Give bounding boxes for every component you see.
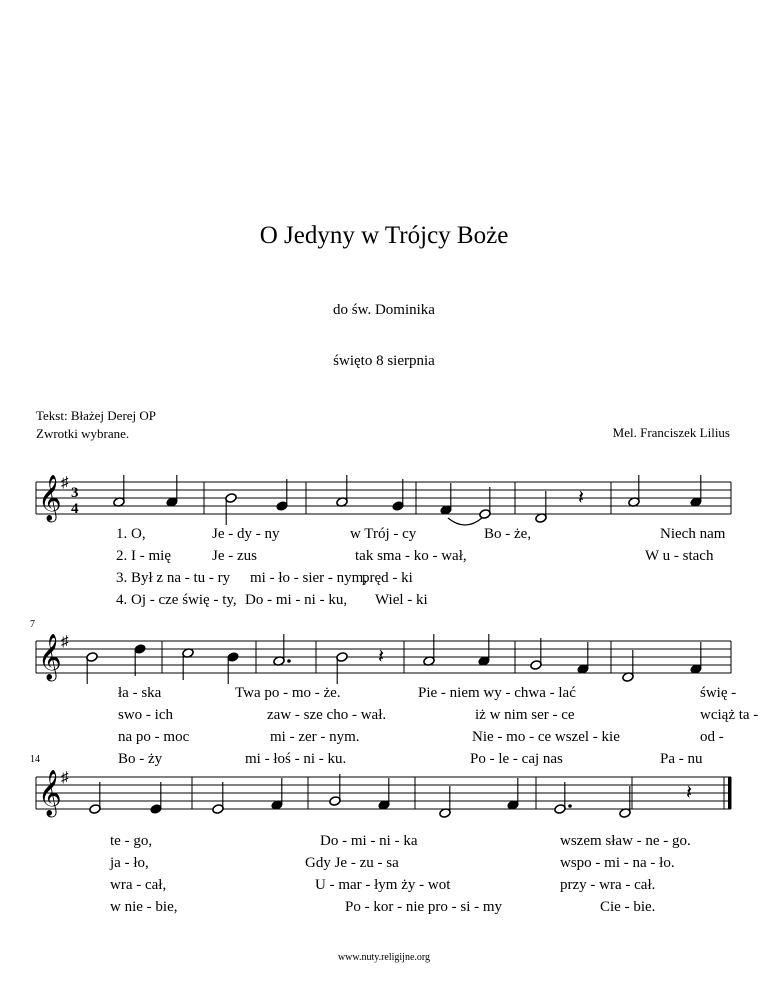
lyric-verse-3: przy - wra - cał. bbox=[560, 877, 656, 893]
lyric-verse-2: W u - stach bbox=[645, 548, 714, 564]
key-signature-sharp: ♯ bbox=[61, 475, 69, 491]
lyric-verse-4: 4. Oj - cze świę - ty, bbox=[116, 592, 237, 608]
note-half bbox=[628, 475, 640, 507]
footer-url: www.nuty.religijne.org bbox=[337, 952, 431, 963]
note-half bbox=[89, 782, 101, 814]
text-author: Tekst: Błażej Derej OP bbox=[36, 408, 157, 423]
stanzas-note: Zwrotki wybrane. bbox=[36, 426, 130, 441]
note-quarter bbox=[478, 634, 490, 666]
note-half bbox=[622, 650, 634, 682]
note-half bbox=[619, 786, 631, 818]
slur bbox=[448, 518, 482, 525]
lyric-verse-2: Gdy Je - zu - sa bbox=[305, 855, 399, 871]
lyric-verse-1: Bo - że, bbox=[484, 526, 532, 542]
key-signature-sharp: ♯ bbox=[61, 634, 69, 650]
lyric-verse-3: na po - moc bbox=[118, 729, 190, 745]
lyric-verse-2: 2. I - mię bbox=[116, 548, 171, 564]
note-dotted-half bbox=[273, 634, 291, 666]
note-quarter bbox=[134, 644, 146, 676]
final-barline bbox=[728, 777, 732, 809]
lyric-verse-4: w nie - bie, bbox=[110, 899, 178, 915]
lyric-verse-4: Po - le - caj nas bbox=[470, 751, 563, 767]
lyric-verse-1: Twa po - mo - że. bbox=[235, 685, 341, 701]
quarter-rest-icon: 𝄽 bbox=[378, 646, 385, 668]
lyric-verse-4: Pa - nu bbox=[660, 751, 703, 767]
lyric-verse-2: swo - ich bbox=[118, 707, 173, 723]
lyric-verse-2: zaw - sze cho - wał. bbox=[267, 707, 387, 723]
staff-system-1 bbox=[36, 482, 731, 514]
song-title: O Jedyny w Trójcy Boże bbox=[259, 222, 509, 249]
note-quarter bbox=[507, 778, 519, 810]
treble-clef-icon: 𝄞 bbox=[38, 770, 62, 815]
note-half bbox=[530, 638, 542, 670]
note-quarter bbox=[392, 479, 404, 511]
melody-credit: Mel. Franciszek Lilius bbox=[612, 425, 730, 440]
time-signature-unit: 4 bbox=[71, 501, 79, 517]
lyric-verse-1: 1. O, bbox=[116, 526, 146, 542]
note-half bbox=[535, 491, 547, 523]
lyric-verse-1: Niech nam bbox=[660, 526, 726, 542]
lyric-verse-1: te - go, bbox=[110, 833, 153, 849]
note-half bbox=[86, 652, 98, 684]
lyric-verse-1: Je - dy - ny bbox=[212, 526, 280, 542]
lyric-verse-2: Je - zus bbox=[212, 548, 257, 564]
quarter-rest-icon: 𝄽 bbox=[686, 782, 693, 804]
note-quarter bbox=[690, 475, 702, 507]
treble-clef-icon: 𝄞 bbox=[38, 634, 62, 679]
lyric-verse-1: w Trój - cy bbox=[350, 526, 417, 542]
lyric-verse-3: 3. Był z na - tu - ry bbox=[116, 570, 231, 586]
lyric-verse-2: ja - ło, bbox=[110, 855, 149, 871]
note-half bbox=[336, 475, 348, 507]
note-half bbox=[225, 493, 237, 525]
lyric-verse-4: mi - łoś - ni - ku. bbox=[245, 751, 347, 767]
lyric-verse-3: mi - ło - sier - nym, bbox=[250, 570, 368, 586]
note-half bbox=[113, 475, 125, 507]
lyric-verse-3: wra - cał, bbox=[110, 877, 167, 893]
lyric-verse-3: mi - zer - nym. bbox=[270, 729, 360, 745]
lyric-verse-1: wszem sław - ne - go. bbox=[560, 833, 691, 849]
lyric-verse-2: wciąż ta - bbox=[700, 707, 759, 723]
note-half bbox=[439, 786, 451, 818]
lyric-verse-2: wspo - mi - na - ło. bbox=[560, 855, 675, 871]
note-half bbox=[336, 652, 348, 684]
treble-clef-icon: 𝄞 bbox=[38, 475, 62, 520]
note-quarter bbox=[150, 782, 162, 814]
lyric-verse-2: iż w nim ser - ce bbox=[475, 707, 575, 723]
lyric-verse-1: ła - ska bbox=[118, 685, 162, 701]
note-half bbox=[329, 774, 341, 806]
lyric-verse-3: U - mar - łym ży - wot bbox=[315, 877, 451, 893]
lyric-verse-3: Nie - mo - ce wszel - kie bbox=[472, 729, 620, 745]
note-quarter bbox=[690, 642, 702, 674]
note-quarter bbox=[166, 475, 178, 507]
lyric-verse-4: Cie - bie. bbox=[600, 899, 656, 915]
lyric-verse-3: od - bbox=[700, 729, 724, 745]
lyrics-layer bbox=[109, 526, 758, 915]
note-quarter bbox=[271, 778, 283, 810]
note-quarter bbox=[276, 479, 288, 511]
note-quarter bbox=[440, 483, 452, 515]
quarter-rest-icon: 𝄽 bbox=[578, 487, 585, 509]
lyric-verse-2: tak sma - ko - wał, bbox=[355, 548, 467, 564]
note-half bbox=[182, 648, 194, 680]
note-half bbox=[212, 782, 224, 814]
key-signature-sharp: ♯ bbox=[61, 770, 69, 786]
note-half bbox=[479, 487, 491, 519]
measure-number-7: 7 bbox=[30, 619, 35, 630]
lyric-verse-1: Pie - niem wy - chwa - lać bbox=[418, 685, 576, 701]
note-quarter bbox=[378, 778, 390, 810]
song-subtitle: do św. Dominika bbox=[333, 302, 435, 318]
note-half bbox=[423, 634, 435, 666]
lyric-verse-4: Bo - ży bbox=[118, 751, 163, 767]
lyric-verse-4: Wiel - ki bbox=[375, 592, 428, 608]
lyric-verse-4: Po - kor - nie pro - si - my bbox=[345, 899, 503, 915]
time-signature-beats: 3 bbox=[71, 485, 79, 501]
feast-date: święto 8 sierpnia bbox=[333, 353, 435, 369]
note-quarter bbox=[577, 642, 589, 674]
note-quarter bbox=[227, 652, 239, 684]
lyric-verse-3: pręd - ki bbox=[362, 570, 413, 586]
measure-number-14: 14 bbox=[30, 754, 40, 765]
lyric-verse-1: świę - bbox=[700, 685, 737, 701]
lyric-verse-4: Do - mi - ni - ku, bbox=[245, 592, 348, 608]
lyric-verse-1: Do - mi - ni - ka bbox=[320, 833, 418, 849]
